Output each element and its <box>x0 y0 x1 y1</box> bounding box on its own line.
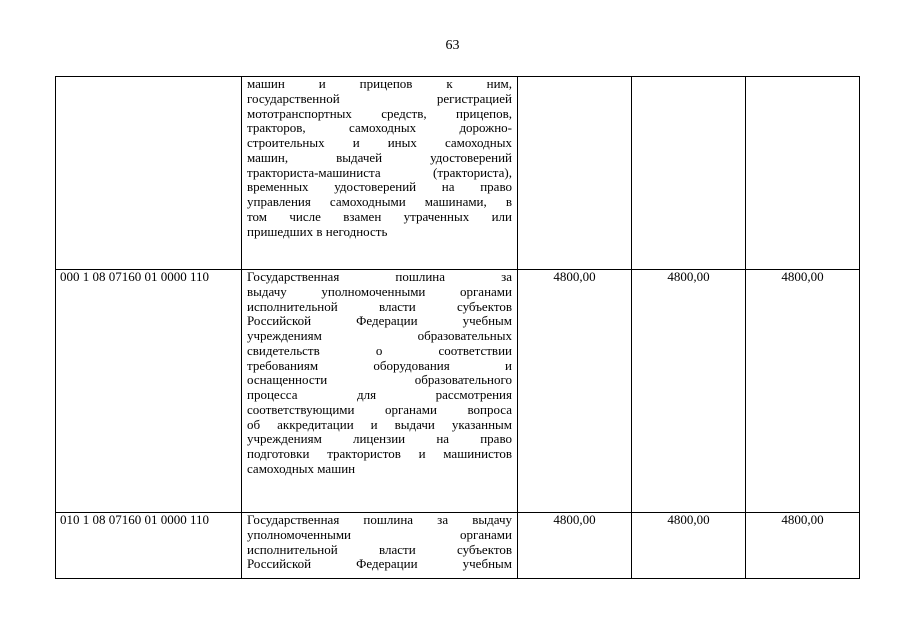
row-code-cell: 010 1 08 07160 01 0000 110 <box>56 513 242 579</box>
description-line: том числе взамен утраченных или <box>247 208 512 224</box>
description-line: свидетельств о соответствии <box>247 342 512 358</box>
value-cell-2: 4800,00 <box>632 513 746 579</box>
row-description-cell <box>242 77 518 270</box>
value-cell-2 <box>632 77 746 270</box>
value-cell-3 <box>746 77 860 270</box>
description-line: исполнительной власти субъектов <box>247 541 512 557</box>
description-line: строительных и иных самоходных <box>247 135 512 150</box>
description-line: мототранспортных средств, прицепов, <box>247 105 512 121</box>
value-cell-1: 4800,00 <box>518 270 632 513</box>
description-line: выдачу уполномоченными органами <box>247 283 512 299</box>
description-line: подготовки трактористов и машинистов <box>247 446 512 461</box>
description-line: временных удостоверений на право <box>247 179 512 195</box>
row-code-cell <box>56 77 242 270</box>
description-line: процесса для рассмотрения <box>247 387 512 402</box>
description-line: самоходных машин <box>247 460 356 476</box>
description-line: Государственная пошлина за <box>247 269 512 284</box>
description-line: требованиям оборудования и <box>247 357 512 373</box>
value-cell-2: 4800,00 <box>632 270 746 513</box>
description-line: учреждениям образовательных <box>247 328 512 343</box>
table-row <box>56 513 860 579</box>
table-row <box>56 77 860 270</box>
budget-table <box>55 76 860 579</box>
description-line: тракторов, самоходных дорожно- <box>247 120 512 136</box>
description-line: управления самоходными машинами, в <box>247 194 512 209</box>
row-description-cell <box>242 513 518 579</box>
value-cell-3: 4800,00 <box>746 270 860 513</box>
description-line: государственной регистрацией <box>247 90 512 106</box>
description-line: машин и прицепов к ним, <box>247 76 512 91</box>
description-line: Российской Федерации учебным <box>247 313 512 329</box>
table-row <box>56 270 860 513</box>
description-line: Российской Федерации учебным <box>247 556 512 572</box>
description-line: об аккредитации и выдачи указанным <box>247 416 512 432</box>
description-line: уполномоченными органами <box>247 526 512 542</box>
row-code-cell: 000 1 08 07160 01 0000 110 <box>56 270 242 513</box>
description-line: тракториста-машиниста (тракториста), <box>247 164 512 180</box>
row-description-cell <box>242 270 518 513</box>
description-line: машин, выдачей удостоверений <box>247 149 512 165</box>
value-cell-1 <box>518 77 632 270</box>
value-cell-3: 4800,00 <box>746 513 860 579</box>
description-line: учреждениям лицензии на право <box>247 431 512 447</box>
description-line: соответствующими органами вопроса <box>247 401 512 417</box>
description-line: Государственная пошлина за выдачу <box>247 512 512 527</box>
description-line: оснащенности образовательного <box>247 372 512 388</box>
page-number: 63 <box>445 38 460 53</box>
value-cell-1: 4800,00 <box>518 513 632 579</box>
description-line: исполнительной власти субъектов <box>247 298 512 314</box>
description-line: пришедших в негодность <box>247 223 388 239</box>
